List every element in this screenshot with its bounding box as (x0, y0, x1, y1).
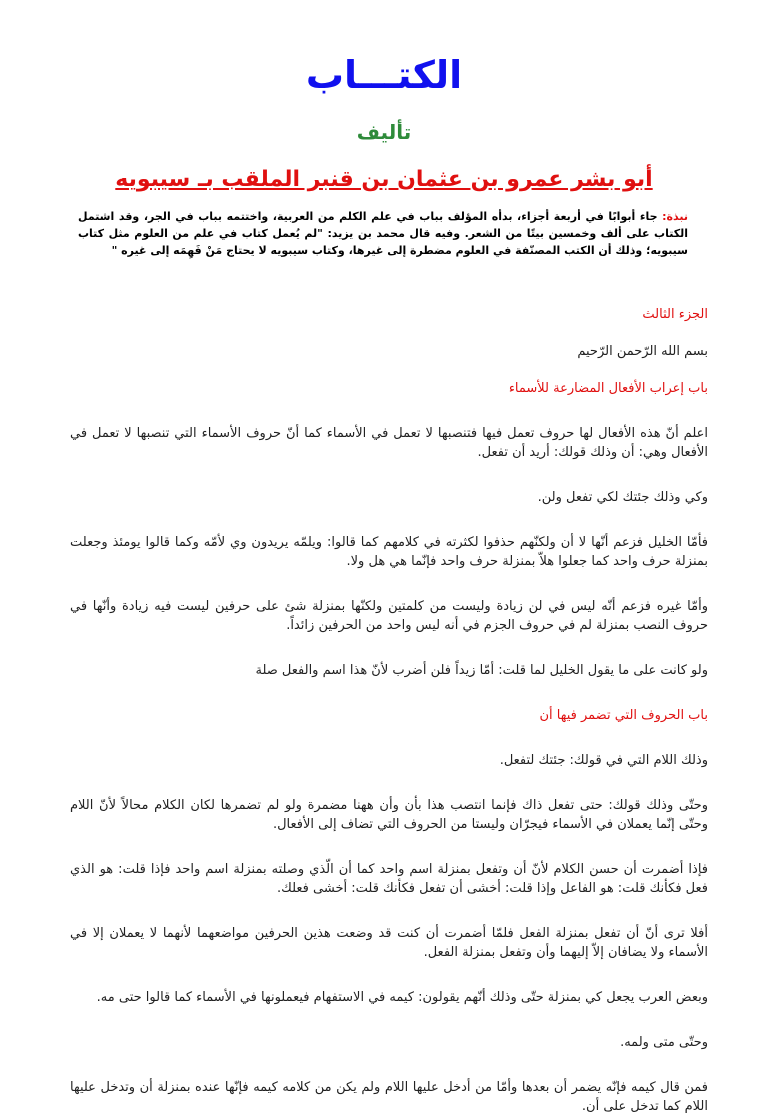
paragraph: فمن قال كيمه فإنّه يضمر أن بعدها وأمّا من أدخل عليها اللام ولم يكن من كلامه كيمه فإنّها عنده بمنزلة أن وتدخل عليها اللام كما تدخل على أن. (70, 1080, 708, 1114)
paragraph: فأمّا الخليل فزعم أنّها لا أن ولكنّهم حذفوا لكثرته في كلامهم كما قالوا: ويلمّه يريدون وي لأمّه وكما قالوا يومئذ وجعلت بمنزلة حرف واحد كما جعلوا هلاّ بمنزلة حرف واحد فإنّما هي هل ولا. (70, 535, 708, 569)
basmala: بسم الله الرّحمن الرّحيم (577, 344, 708, 359)
part-heading: الجزء الثالث (642, 307, 708, 322)
paragraph: وحتّى متى ولمه. (620, 1035, 708, 1050)
abstract-lead: نبذة: (662, 210, 688, 223)
paragraph: فإذا أضمرت أن حسن الكلام لأنّ أن وتفعل بمنزلة اسم واحد كما أن الّذي وصلته بمنزلة اسم واحد فإذا قلت: هو الذي فعل فكأنك قلت: هو الفاعل وإذا قلت: أخشى أن تفعل فكأنك قلت: أخشى فعلك. (70, 862, 708, 896)
chapter-heading: باب إعراب الأفعال المضارعة للأسماء (508, 381, 708, 396)
document-body (70, 305, 708, 1116)
chapter-heading: باب الحروف التي تضمر فيها أن (539, 708, 708, 723)
book-title: الكتـــاب (305, 53, 463, 97)
abstract-text: جاء أبوابًا في أربعة أجزاء، بدأه المؤلف بباب في علم الكلم من العربية، واختتمه بباب في الجر، وقد اشتمل الكتاب على ألف وخمسين بيتًا من الشعر. وفيه قال محمد بن يزيد: "لم يُعمل كتاب في علم من العلوم مثل كتاب سيبويه؛ وذلك أن الكتب المصنّفة في العلوم مضطرة إلى غيرها، وكتاب سيبويه لا يحتاج مَنْ فَهِمَه إلى غيره " (78, 210, 688, 257)
author-name: أبو بشر عمرو بن عثمان بن قنبر الملقب بـ سيبويه (115, 167, 653, 192)
paragraph: أفلا ترى أنّ أن تفعل بمنزلة الفعل فلمّا أضمرت أن كنت قد وضعت هذين الحرفين مواضعهما لأنهما لا يعملان إلا في الأسماء ولا يضافان إلاّ إليهما وأن وتفعل بمنزلة الفعل. (70, 926, 708, 960)
paragraph: وكي وذلك جئتك لكي تفعل ولن. (537, 490, 708, 505)
paragraph: وحتّى وذلك قولك: حتى تفعل ذاك فإنما انتصب هذا بأن وأن ههنا مضمرة ولو لم تضمرها لكان الكلام محالاً لأنّ اللام وحتّى إنّما يعملان في الأسماء فيجرّان وليستا من الحروف التي تضاف إلى الأفعال. (70, 798, 708, 832)
paragraph: وأمّا غيره فزعم أنّه ليس في لن زيادة وليست من كلمتين ولكنّها بمنزلة شئ على حرفين ليست فيه زيادة وأنّها في حروف النصب بمنزلة لم في حروف الجزم في أنه ليس واحد من الحرفين زائداً. (70, 599, 708, 633)
paragraph: اعلم أنّ هذه الأفعال لها حروف تعمل فيها فتنصبها لا تعمل في الأسماء كما أنّ حروف الأسماء التي تنصبها لا تعمل في الأفعال وهي: أن وذلك قولك: أريد أن تفعل. (70, 426, 708, 460)
book-abstract (78, 208, 688, 259)
paragraph: وذلك اللام التي في قولك: جئتك لتفعل. (499, 753, 708, 768)
paragraph: ولو كانت على ما يقول الخليل لما قلت: أمّا زيداً فلن أضرب لأنّ هذا اسم والفعل صلة (255, 663, 708, 678)
paragraph: وبعض العرب يجعل كي بمنزلة حتّى وذلك أنّهم يقولون: كيمه في الاستفهام فيعملونها في الأسماء كما قالوا حتى مه. (96, 990, 708, 1005)
author-label: تأليف (356, 120, 412, 144)
